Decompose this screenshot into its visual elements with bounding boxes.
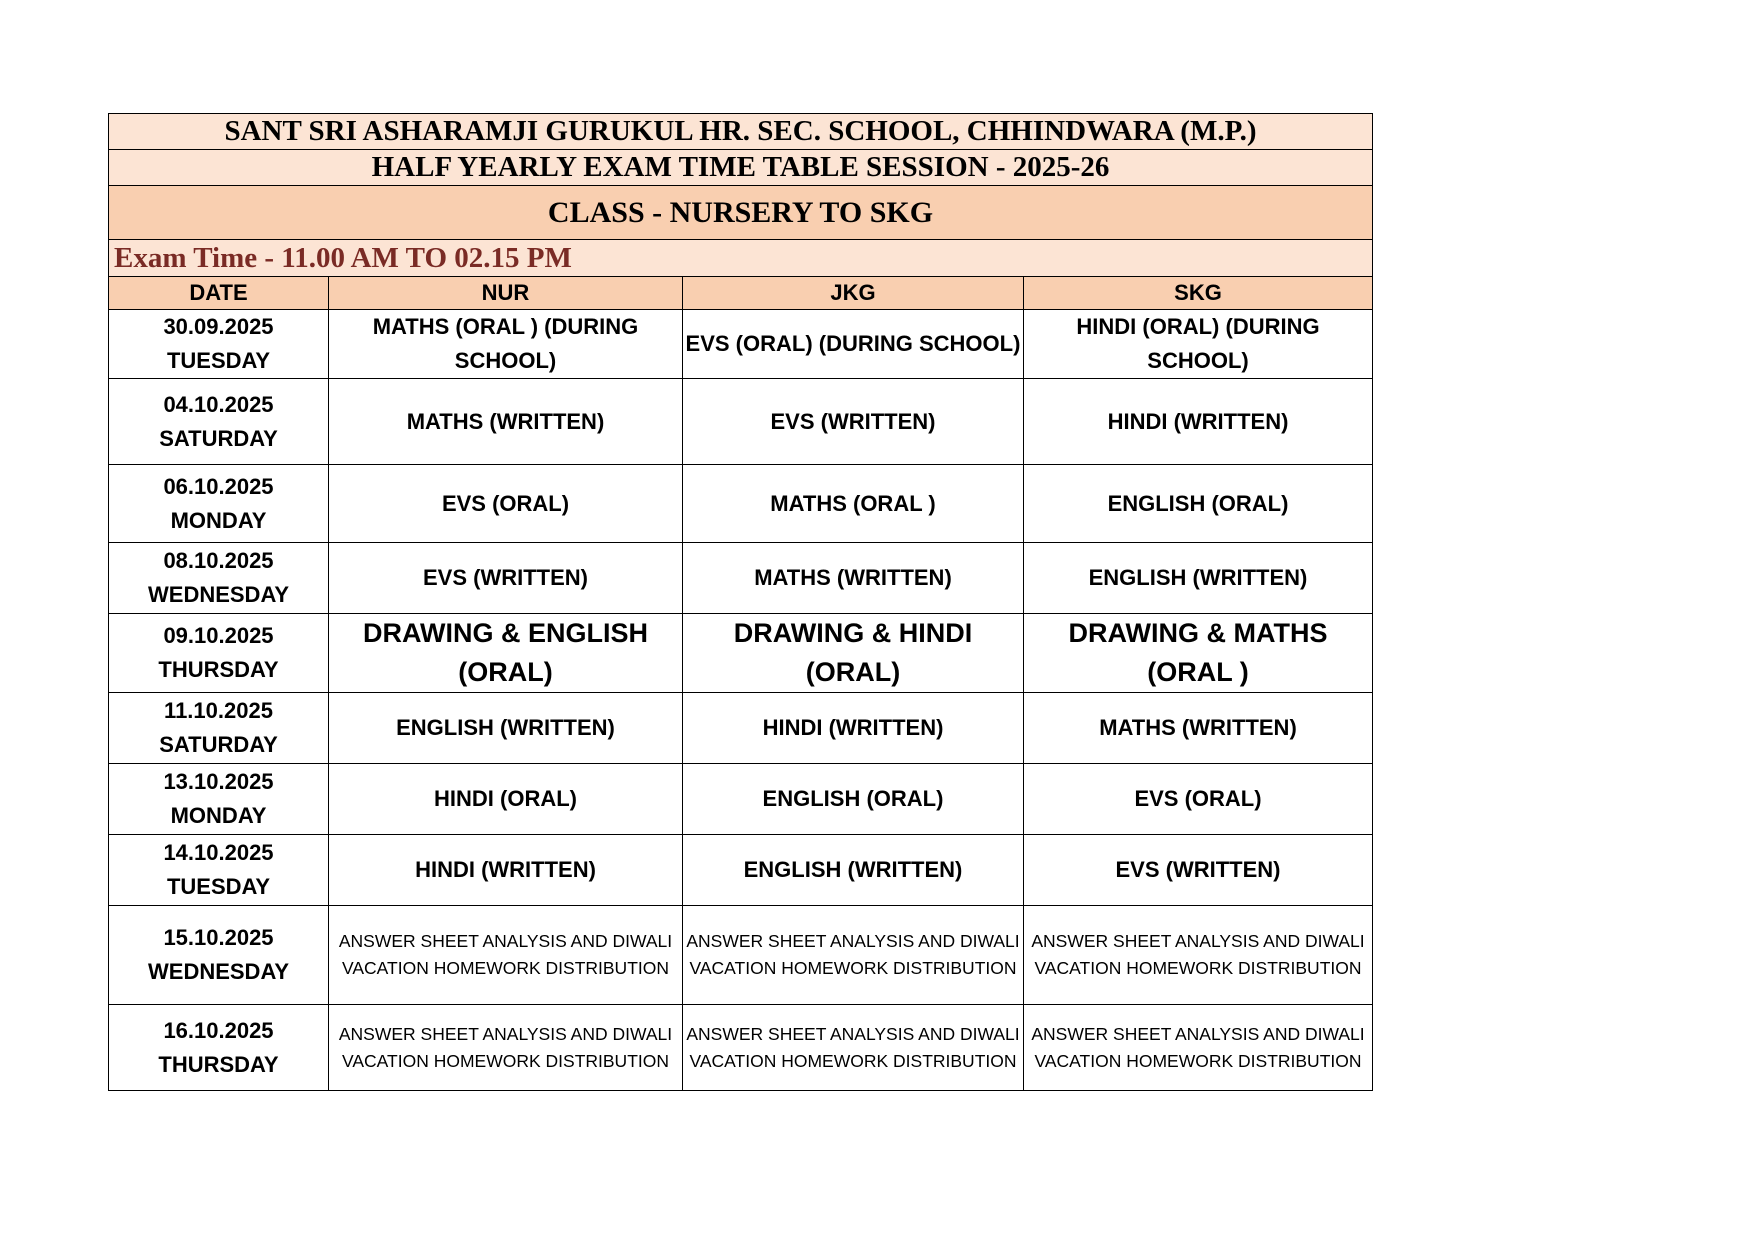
date-value: 30.09.2025 xyxy=(163,314,274,339)
nur-subject-cell: HINDI (ORAL) xyxy=(329,764,683,835)
jkg-subject-cell: EVS (WRITTEN) xyxy=(683,379,1024,465)
weekday-value: THURSDAY xyxy=(158,657,279,682)
table-row xyxy=(109,543,1373,614)
table-row xyxy=(109,465,1373,543)
exam-time: Exam Time - 11.00 AM TO 02.15 PM xyxy=(109,240,1373,277)
jkg-subject-cell: ENGLISH (WRITTEN) xyxy=(683,835,1024,906)
column-header-date: DATE xyxy=(109,277,329,310)
skg-subject-cell: ENGLISH (WRITTEN) xyxy=(1024,543,1373,614)
jkg-subject-cell: HINDI (WRITTEN) xyxy=(683,693,1024,764)
skg-subject-cell: EVS (WRITTEN) xyxy=(1024,835,1373,906)
jkg-subject-cell: ENGLISH (ORAL) xyxy=(683,764,1024,835)
jkg-subject-cell: EVS (ORAL) (DURING SCHOOL) xyxy=(683,310,1024,379)
date-cell xyxy=(109,543,329,614)
weekday-value: SATURDAY xyxy=(159,425,278,451)
date-cell xyxy=(109,764,329,835)
nur-subject-cell: ANSWER SHEET ANALYSIS AND DIWALI VACATION HOMEWORK DISTRIBUTION xyxy=(329,1005,683,1091)
skg-subject-cell: EVS (ORAL) xyxy=(1024,764,1373,835)
class-row xyxy=(109,186,1373,240)
timetable-title-row xyxy=(109,150,1373,186)
date-cell xyxy=(109,906,329,1005)
skg-subject-cell: DRAWING & MATHS (ORAL ) xyxy=(1024,614,1373,693)
column-header-row xyxy=(109,277,1373,310)
date-value: 08.10.2025 xyxy=(163,548,274,573)
weekday-value: TUESDAY xyxy=(166,874,271,899)
column-header-nur: NUR xyxy=(329,277,683,310)
skg-subject-cell: ANSWER SHEET ANALYSIS AND DIWALI VACATION HOMEWORK DISTRIBUTION xyxy=(1024,1005,1373,1091)
weekday-value: MONDAY xyxy=(170,507,267,533)
nur-subject-cell: EVS (ORAL) xyxy=(329,465,683,543)
column-header-skg: SKG xyxy=(1024,277,1373,310)
weekday-value: WEDNESDAY xyxy=(148,582,289,607)
jkg-subject-cell: MATHS (WRITTEN) xyxy=(683,543,1024,614)
date-value: 06.10.2025 xyxy=(163,473,274,499)
table-row xyxy=(109,1005,1373,1091)
date-cell xyxy=(109,614,329,693)
date-cell xyxy=(109,835,329,906)
weekday-value: SATURDAY xyxy=(159,732,278,757)
skg-subject-cell: HINDI (ORAL) (DURING SCHOOL) xyxy=(1024,310,1373,379)
date-cell xyxy=(109,379,329,465)
timetable-title: HALF YEARLY EXAM TIME TABLE SESSION - 2025-26 xyxy=(109,150,1373,186)
timetable-body xyxy=(109,310,1373,1091)
table-row xyxy=(109,614,1373,693)
nur-subject-cell: MATHS (ORAL ) (DURING SCHOOL) xyxy=(329,310,683,379)
date-value: 11.10.2025 xyxy=(164,698,273,723)
school-name-row xyxy=(109,114,1373,150)
date-cell xyxy=(109,310,329,379)
table-row xyxy=(109,693,1373,764)
nur-subject-cell: EVS (WRITTEN) xyxy=(329,543,683,614)
exam-time-row xyxy=(109,240,1373,277)
skg-subject-cell: HINDI (WRITTEN) xyxy=(1024,379,1373,465)
weekday-value: WEDNESDAY xyxy=(148,959,289,984)
nur-subject-cell: HINDI (WRITTEN) xyxy=(329,835,683,906)
table-row xyxy=(109,906,1373,1005)
weekday-value: MONDAY xyxy=(170,803,267,828)
nur-subject-cell: ENGLISH (WRITTEN) xyxy=(329,693,683,764)
skg-subject-cell: ENGLISH (ORAL) xyxy=(1024,465,1373,543)
date-value: 14.10.2025 xyxy=(163,840,274,865)
date-value: 04.10.2025 xyxy=(163,391,274,417)
table-row xyxy=(109,379,1373,465)
date-value: 09.10.2025 xyxy=(163,623,274,648)
school-name: SANT SRI ASHARAMJI GURUKUL HR. SEC. SCHOOL, CHHINDWARA (M.P.) xyxy=(109,114,1373,150)
class-title: CLASS - NURSERY TO SKG xyxy=(109,186,1373,240)
weekday-value: THURSDAY xyxy=(158,1051,279,1077)
skg-subject-cell: MATHS (WRITTEN) xyxy=(1024,693,1373,764)
date-cell xyxy=(109,465,329,543)
date-cell xyxy=(109,693,329,764)
table-row xyxy=(109,310,1373,379)
nur-subject-cell: DRAWING & ENGLISH (ORAL) xyxy=(329,614,683,693)
weekday-value: TUESDAY xyxy=(166,348,271,373)
date-value: 15.10.2025 xyxy=(163,925,274,950)
table-row xyxy=(109,835,1373,906)
date-cell xyxy=(109,1005,329,1091)
date-value: 13.10.2025 xyxy=(163,769,274,794)
table-row xyxy=(109,764,1373,835)
exam-timetable xyxy=(108,113,1373,1091)
column-header-jkg: JKG xyxy=(683,277,1024,310)
jkg-subject-cell: MATHS (ORAL ) xyxy=(683,465,1024,543)
nur-subject-cell: MATHS (WRITTEN) xyxy=(329,379,683,465)
skg-subject-cell: ANSWER SHEET ANALYSIS AND DIWALI VACATION HOMEWORK DISTRIBUTION xyxy=(1024,906,1373,1005)
jkg-subject-cell: DRAWING & HINDI (ORAL) xyxy=(683,614,1024,693)
jkg-subject-cell: ANSWER SHEET ANALYSIS AND DIWALI VACATION HOMEWORK DISTRIBUTION xyxy=(683,1005,1024,1091)
jkg-subject-cell: ANSWER SHEET ANALYSIS AND DIWALI VACATION HOMEWORK DISTRIBUTION xyxy=(683,906,1024,1005)
nur-subject-cell: ANSWER SHEET ANALYSIS AND DIWALI VACATION HOMEWORK DISTRIBUTION xyxy=(329,906,683,1005)
date-value: 16.10.2025 xyxy=(163,1017,274,1043)
